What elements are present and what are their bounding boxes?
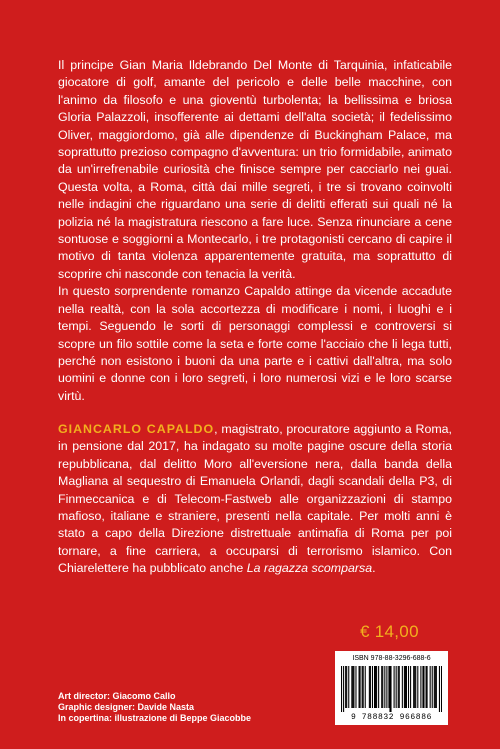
barcode-bar — [422, 666, 423, 708]
price-label: € 14,00 — [360, 622, 419, 641]
barcode-bar — [439, 666, 440, 712]
previous-book-title: La ragazza scomparsa — [246, 561, 373, 576]
barcode-bar — [414, 666, 415, 708]
barcode-bar — [346, 666, 347, 708]
barcode-bar — [441, 666, 442, 712]
barcode-bar — [374, 666, 375, 708]
barcode-bar — [352, 666, 353, 708]
synopsis-paragraph-1: Il principe Gian Maria Ildebrando Del Monte di Tarquinia, infaticabile giocatore di golf, amante del pericolo e delle belle macchine, con l'animo da filosofo e una gioventù turbolenta; la bellissima e briosa Gloria Palazzoli, insofferente ai dettami dell'alta società; il fedelissimo Oliver, maggiordomo, già alle dipendenze di Buckingham Palace, ma soprattutto prezioso compagno d'avventura: un trio formidabile, animato da un'irrefrenabile curiosità che finisce sempre per cacciarlo nei guai. Questa volta, a Roma, città dai mille segreti, i tre si trovano coinvolti nelle indagini che riguardano una serie di delitti efferati sui quali né la polizia né la magistratura riescono a fare luce. Senza rinunciare a cene sontuose e soggiorni a Montecarlo, i tre protagonisti cercano di capire il motivo di tanta violenza apparentemente gratuita, ma soprattutto di scoprire chi nasconde con tenacia la verità. — [58, 58, 452, 281]
barcode-bar — [355, 666, 356, 708]
barcode-bar — [348, 666, 349, 708]
barcode-bar — [432, 666, 433, 708]
barcode-bar — [427, 666, 428, 708]
barcode-bar — [396, 666, 397, 708]
credit-graphic-designer: Graphic designer: Davide Nasta — [58, 702, 195, 712]
barcode-bar — [362, 666, 363, 708]
barcode-bar — [343, 666, 344, 712]
barcode-bar — [375, 666, 376, 708]
barcode-bar — [353, 666, 354, 708]
barcode-bar — [430, 666, 431, 708]
barcode-bar — [369, 666, 370, 708]
barcode-bar — [410, 666, 411, 708]
synopsis-paragraph-2: In questo sorprendente romanzo Capaldo attinge da vicende accadute nella realtà, con la sola accortezza di modificare i nomi, i luoghi e i tempi. Seguendo le sorti di personaggi complessi e controversi si scopre un filo sottile come la seta e forte come l'acciaio che li lega tutti, perché non esistono i buoni da una parte e i cattivi dall'altra, ma solo uomini e donne con i loro segreti, i loro numerosi vizi e le loro scarse virtù. — [58, 284, 452, 403]
barcode-bar — [434, 666, 435, 708]
barcode-bar — [359, 666, 360, 708]
barcode-bar — [378, 666, 379, 708]
barcode-bar — [360, 666, 361, 708]
barcode-bar — [388, 666, 389, 708]
barcode-bar — [417, 666, 418, 708]
barcode-bar — [341, 666, 342, 712]
barcode-bar — [389, 666, 390, 712]
barcode-bar — [402, 666, 403, 708]
barcode-bar — [423, 666, 424, 708]
author-name: GIANCARLO CAPALDO — [58, 422, 215, 436]
barcode-bar — [436, 666, 437, 708]
isbn-barcode-box — [335, 651, 448, 725]
barcode-bar — [345, 666, 346, 708]
barcode-bar — [405, 666, 406, 708]
barcode-bar — [384, 666, 385, 708]
author-bio — [58, 421, 452, 578]
barcode-bar — [399, 666, 400, 708]
ean-digits: 9 788832 966886 — [350, 713, 432, 722]
credits-block — [58, 691, 251, 724]
barcode-bar — [406, 666, 407, 708]
barcode-bar — [390, 666, 391, 712]
barcode-bar — [370, 666, 371, 708]
barcode-bar — [363, 666, 364, 708]
barcode-bar — [398, 666, 399, 708]
author-bio-text: , magistrato, procuratore aggiunto a Roma, in pensione dal 2017, ha indagato su molte pagine oscure della storia repubblicana, dal delitto Moro all'eversione nera, dalla banda della Magliana al sequestro di Emanuela Orlandi, dagli scandali della P3, di Finmeccanica e di Telecom-Fastweb alle organizzazioni di stampo mafioso, italiane e straniere, presenti nella capitale. Per molti anni è stato a capo della Direzione distrettuale antimafia di Roma per poi tornare, a fine carriera, a occuparsi di terrorismo islamico. Con Chiarelettere ha pubblicato anche — [58, 422, 452, 576]
barcode-bar — [351, 666, 352, 708]
credit-art-director: Art director: Giacomo Callo — [58, 691, 176, 701]
barcode-graphic — [341, 666, 442, 712]
barcode-bar — [435, 666, 436, 708]
barcode-bar — [381, 666, 382, 708]
barcode-bar — [415, 666, 416, 708]
credit-cover-illustration: In copertina: illustrazione di Beppe Giacobbe — [58, 713, 252, 723]
barcode-bar — [413, 666, 414, 708]
synopsis-block — [58, 57, 452, 405]
barcode-bar — [365, 666, 366, 708]
barcode-bar — [420, 666, 421, 708]
barcode-bar — [426, 666, 427, 708]
barcode-bar — [382, 666, 383, 708]
barcode-bar — [404, 666, 405, 708]
barcode-bar — [408, 666, 409, 708]
isbn-label: ISBN 978-88-3296-688-6 — [352, 655, 431, 662]
barcode-bar — [376, 666, 377, 708]
barcode-bar — [386, 666, 387, 708]
barcode-bar — [372, 666, 373, 708]
author-bio-end: . — [372, 561, 376, 576]
barcode-bar — [394, 666, 395, 708]
